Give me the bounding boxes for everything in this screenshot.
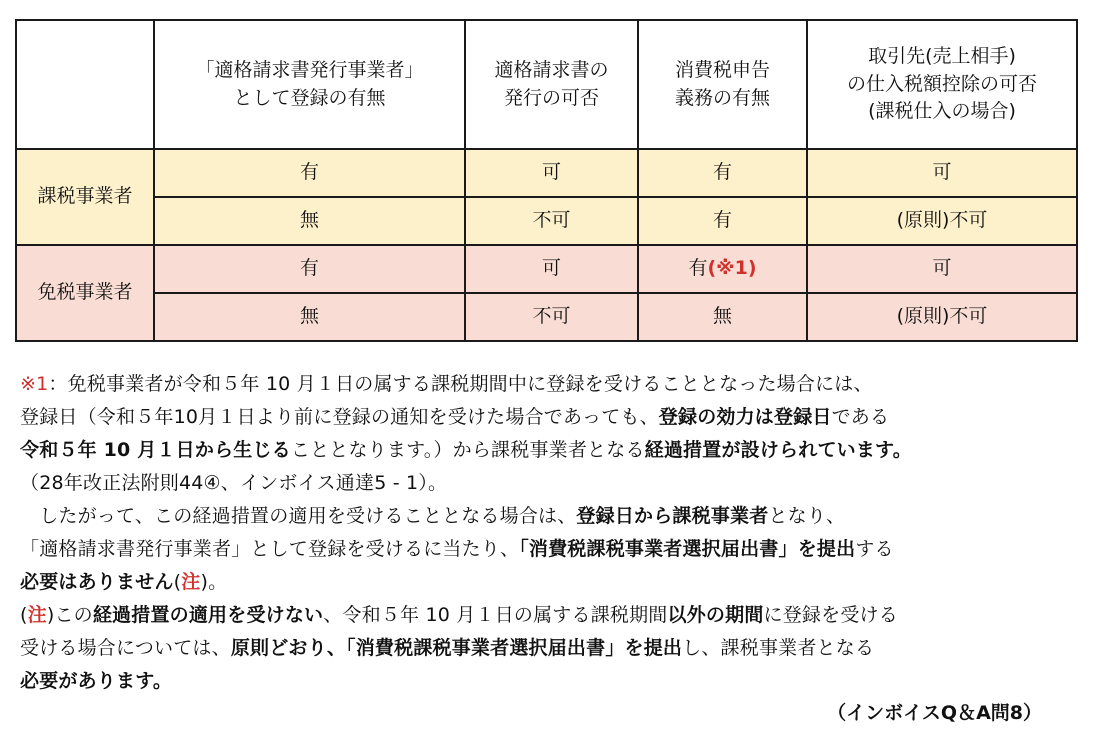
- cell-issue: 不可: [465, 293, 638, 341]
- note-emphasis: 令和５年 10 月１日から生じる: [20, 439, 291, 461]
- group-label-exempt: 免税事業者: [16, 245, 154, 341]
- note-text: 登録日（令和５年10月１日より前に登録の通知を受けた場合であっても、: [20, 406, 659, 428]
- filing-value: 有: [688, 257, 708, 280]
- note-text: ：免税事業者が令和５年 10 月１日の属する課税期間中に登録を受けることとなった場合には、: [48, 373, 873, 395]
- note-emphasis: 「消費税課税事業者選択届出書」を提出: [519, 538, 856, 560]
- note-mark-chu: 注: [27, 604, 47, 626]
- filing-value: 有: [712, 161, 732, 184]
- note-text: する: [855, 538, 894, 560]
- table-row: [16, 245, 1077, 293]
- note-text: 。: [208, 571, 228, 593]
- cell-issue: 可: [465, 149, 638, 197]
- note-emphasis: 経過措置が設けられています。: [644, 439, 912, 461]
- note-mark-chu: 注: [181, 571, 201, 593]
- note-mark-1: ※1: [20, 373, 49, 395]
- cell-issue: 不可: [465, 197, 638, 245]
- header-invoice-issue: 適格請求書の 発行の可否: [465, 20, 638, 149]
- note-emphasis: 登録日から課税事業者: [576, 505, 769, 527]
- note-line-2: [20, 401, 1086, 434]
- note-text: )この: [46, 604, 93, 626]
- note-emphasis: 経過措置の適用を受けない: [92, 604, 324, 626]
- cell-deduction: (原則)不可: [807, 197, 1077, 245]
- cell-filing: [638, 245, 807, 293]
- note-text: こととなります。）から課税事業者となる: [290, 439, 645, 461]
- note-text: 、令和５年 10 月１日の属する課税期間: [323, 604, 668, 626]
- note-line-1: [20, 368, 1086, 401]
- table-row: [16, 197, 1077, 245]
- note-text: である: [831, 406, 890, 428]
- note-line-6: [20, 533, 1086, 566]
- cell-registered: 無: [154, 197, 465, 245]
- cell-registered: 有: [154, 149, 465, 197]
- note-emphasis: 必要はありません: [20, 571, 174, 593]
- source-citation: （インボイスQ＆A問8）: [827, 702, 1042, 724]
- header-filing-obligation: 消費税申告 義務の有無: [638, 20, 807, 149]
- note-emphasis: 以外の期間: [667, 604, 764, 626]
- note-text: し、課税事業者となる: [682, 637, 875, 659]
- note-line-8: [20, 599, 1086, 632]
- cell-filing: [638, 197, 807, 245]
- note-text: 受ける場合については、: [20, 637, 231, 659]
- note-line-10: 必要があります。: [20, 670, 173, 692]
- table-header-row: [16, 20, 1077, 149]
- note-line-7: [20, 566, 1086, 599]
- table-row: [16, 293, 1077, 341]
- note-paren: ): [200, 571, 209, 593]
- note-paren: (: [173, 571, 182, 593]
- cell-issue: 可: [465, 245, 638, 293]
- note-emphasis: 登録の効力は登録日: [658, 406, 832, 428]
- cell-deduction: (原則)不可: [807, 293, 1077, 341]
- header-empty: [16, 20, 154, 149]
- note-text: 「適格請求書発行事業者」として登録を受けるに当たり、: [20, 538, 520, 560]
- cell-filing: [638, 149, 807, 197]
- notes-block: [20, 368, 1086, 698]
- comparison-table: [15, 19, 1078, 342]
- cell-deduction: 可: [807, 149, 1077, 197]
- note-text: に登録を受ける: [763, 604, 898, 626]
- header-registration: 「適格請求書発行事業者」 として登録の有無: [154, 20, 465, 149]
- filing-note-mark: (※1): [707, 257, 757, 280]
- note-line-5: [20, 500, 1086, 533]
- note-line-9: [20, 632, 1086, 665]
- note-text: したがって、この経過措置の適用を受けることとなる場合は、: [20, 505, 577, 527]
- filing-value: 無: [712, 305, 732, 328]
- note-paren: (: [20, 604, 28, 626]
- cell-filing: [638, 293, 807, 341]
- group-label-taxable: 課税事業者: [16, 149, 154, 245]
- header-deduction: 取引先(売上相手) の仕入税額控除の可否 (課税仕入の場合): [807, 20, 1077, 149]
- filing-value: 有: [712, 209, 732, 232]
- note-line-3: [20, 434, 1086, 467]
- cell-deduction: 可: [807, 245, 1077, 293]
- note-emphasis: 原則どおり、「消費税課税事業者選択届出書」を提出: [230, 637, 683, 659]
- note-line-4: （28年改正法附則44④、インボイス通達5 - 1）。: [20, 472, 448, 494]
- table-row: [16, 149, 1077, 197]
- cell-registered: 有: [154, 245, 465, 293]
- cell-registered: 無: [154, 293, 465, 341]
- note-text: となり、: [768, 505, 846, 527]
